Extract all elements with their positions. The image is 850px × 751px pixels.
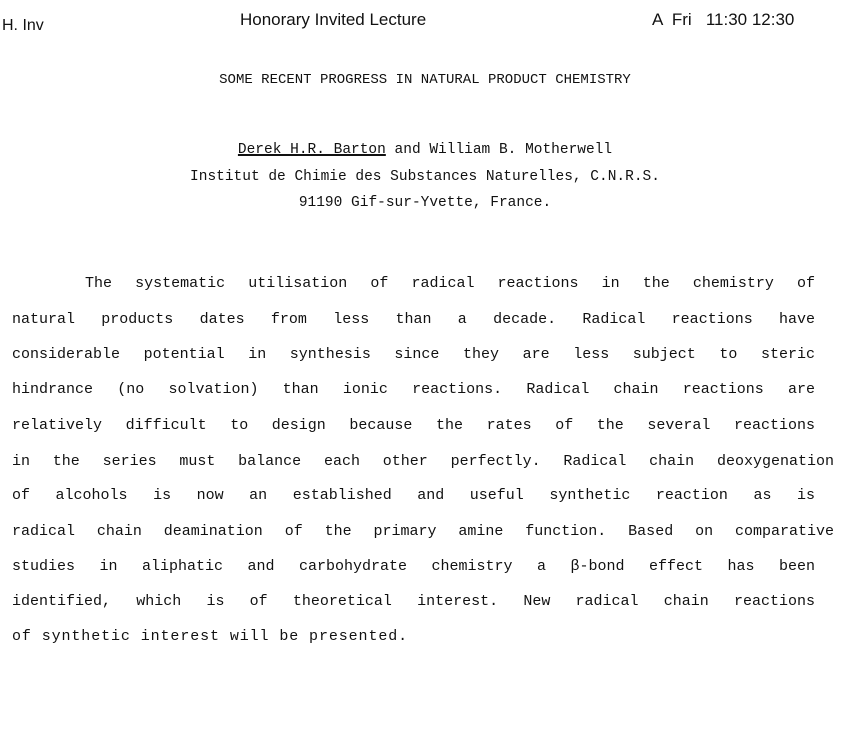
abstract-line: of synthetic interest will be presented. (12, 628, 409, 645)
abstract-line: natural products dates from less than a decade. Radical reactions have (12, 311, 815, 328)
abstract-line: in the series must balance each other perfectly. Radical chain deoxygenation (12, 453, 834, 470)
lecture-category: Honorary Invited Lecture (240, 10, 427, 29)
address: 91190 Gif-sur-Yvette, France. (298, 195, 552, 211)
institution: Institut de Chimie des Substances Naturelles, C.N.R.S. (190, 169, 660, 185)
abstract-line: of alcohols is now an established and useful synthetic reaction as is (12, 487, 815, 504)
abstract-line: identified, which is of theoretical interest. New radical chain reactions (12, 593, 815, 610)
abstract-line: The systematic utilisation of radical reactions in the chemistry of (85, 275, 815, 292)
paper-title: SOME RECENT PROGRESS IN NATURAL PRODUCT CHEMISTRY (219, 72, 631, 88)
abstract-line: radical chain deamination of the primary amine function. Based on comparative (12, 523, 834, 540)
abstract-line: relatively difficult to design because the rates of the several reactions (12, 417, 815, 434)
author-line (0, 142, 850, 158)
co-author: and William B. Motherwell (385, 142, 613, 158)
presenting-author: Derek H.R. Barton (237, 142, 386, 158)
abstract-line: studies in aliphatic and carbohydrate chemistry a β-bond effect has been (12, 558, 815, 575)
abstract-line: considerable potential in synthesis since they are less subject to steric (12, 346, 815, 363)
session-info: A Fri 11:30 12:30 (652, 10, 795, 29)
abstract-line: hindrance (no solvation) than ionic reactions. Radical chain reactions are (12, 381, 815, 398)
lecture-code: H. Inv (2, 17, 44, 34)
